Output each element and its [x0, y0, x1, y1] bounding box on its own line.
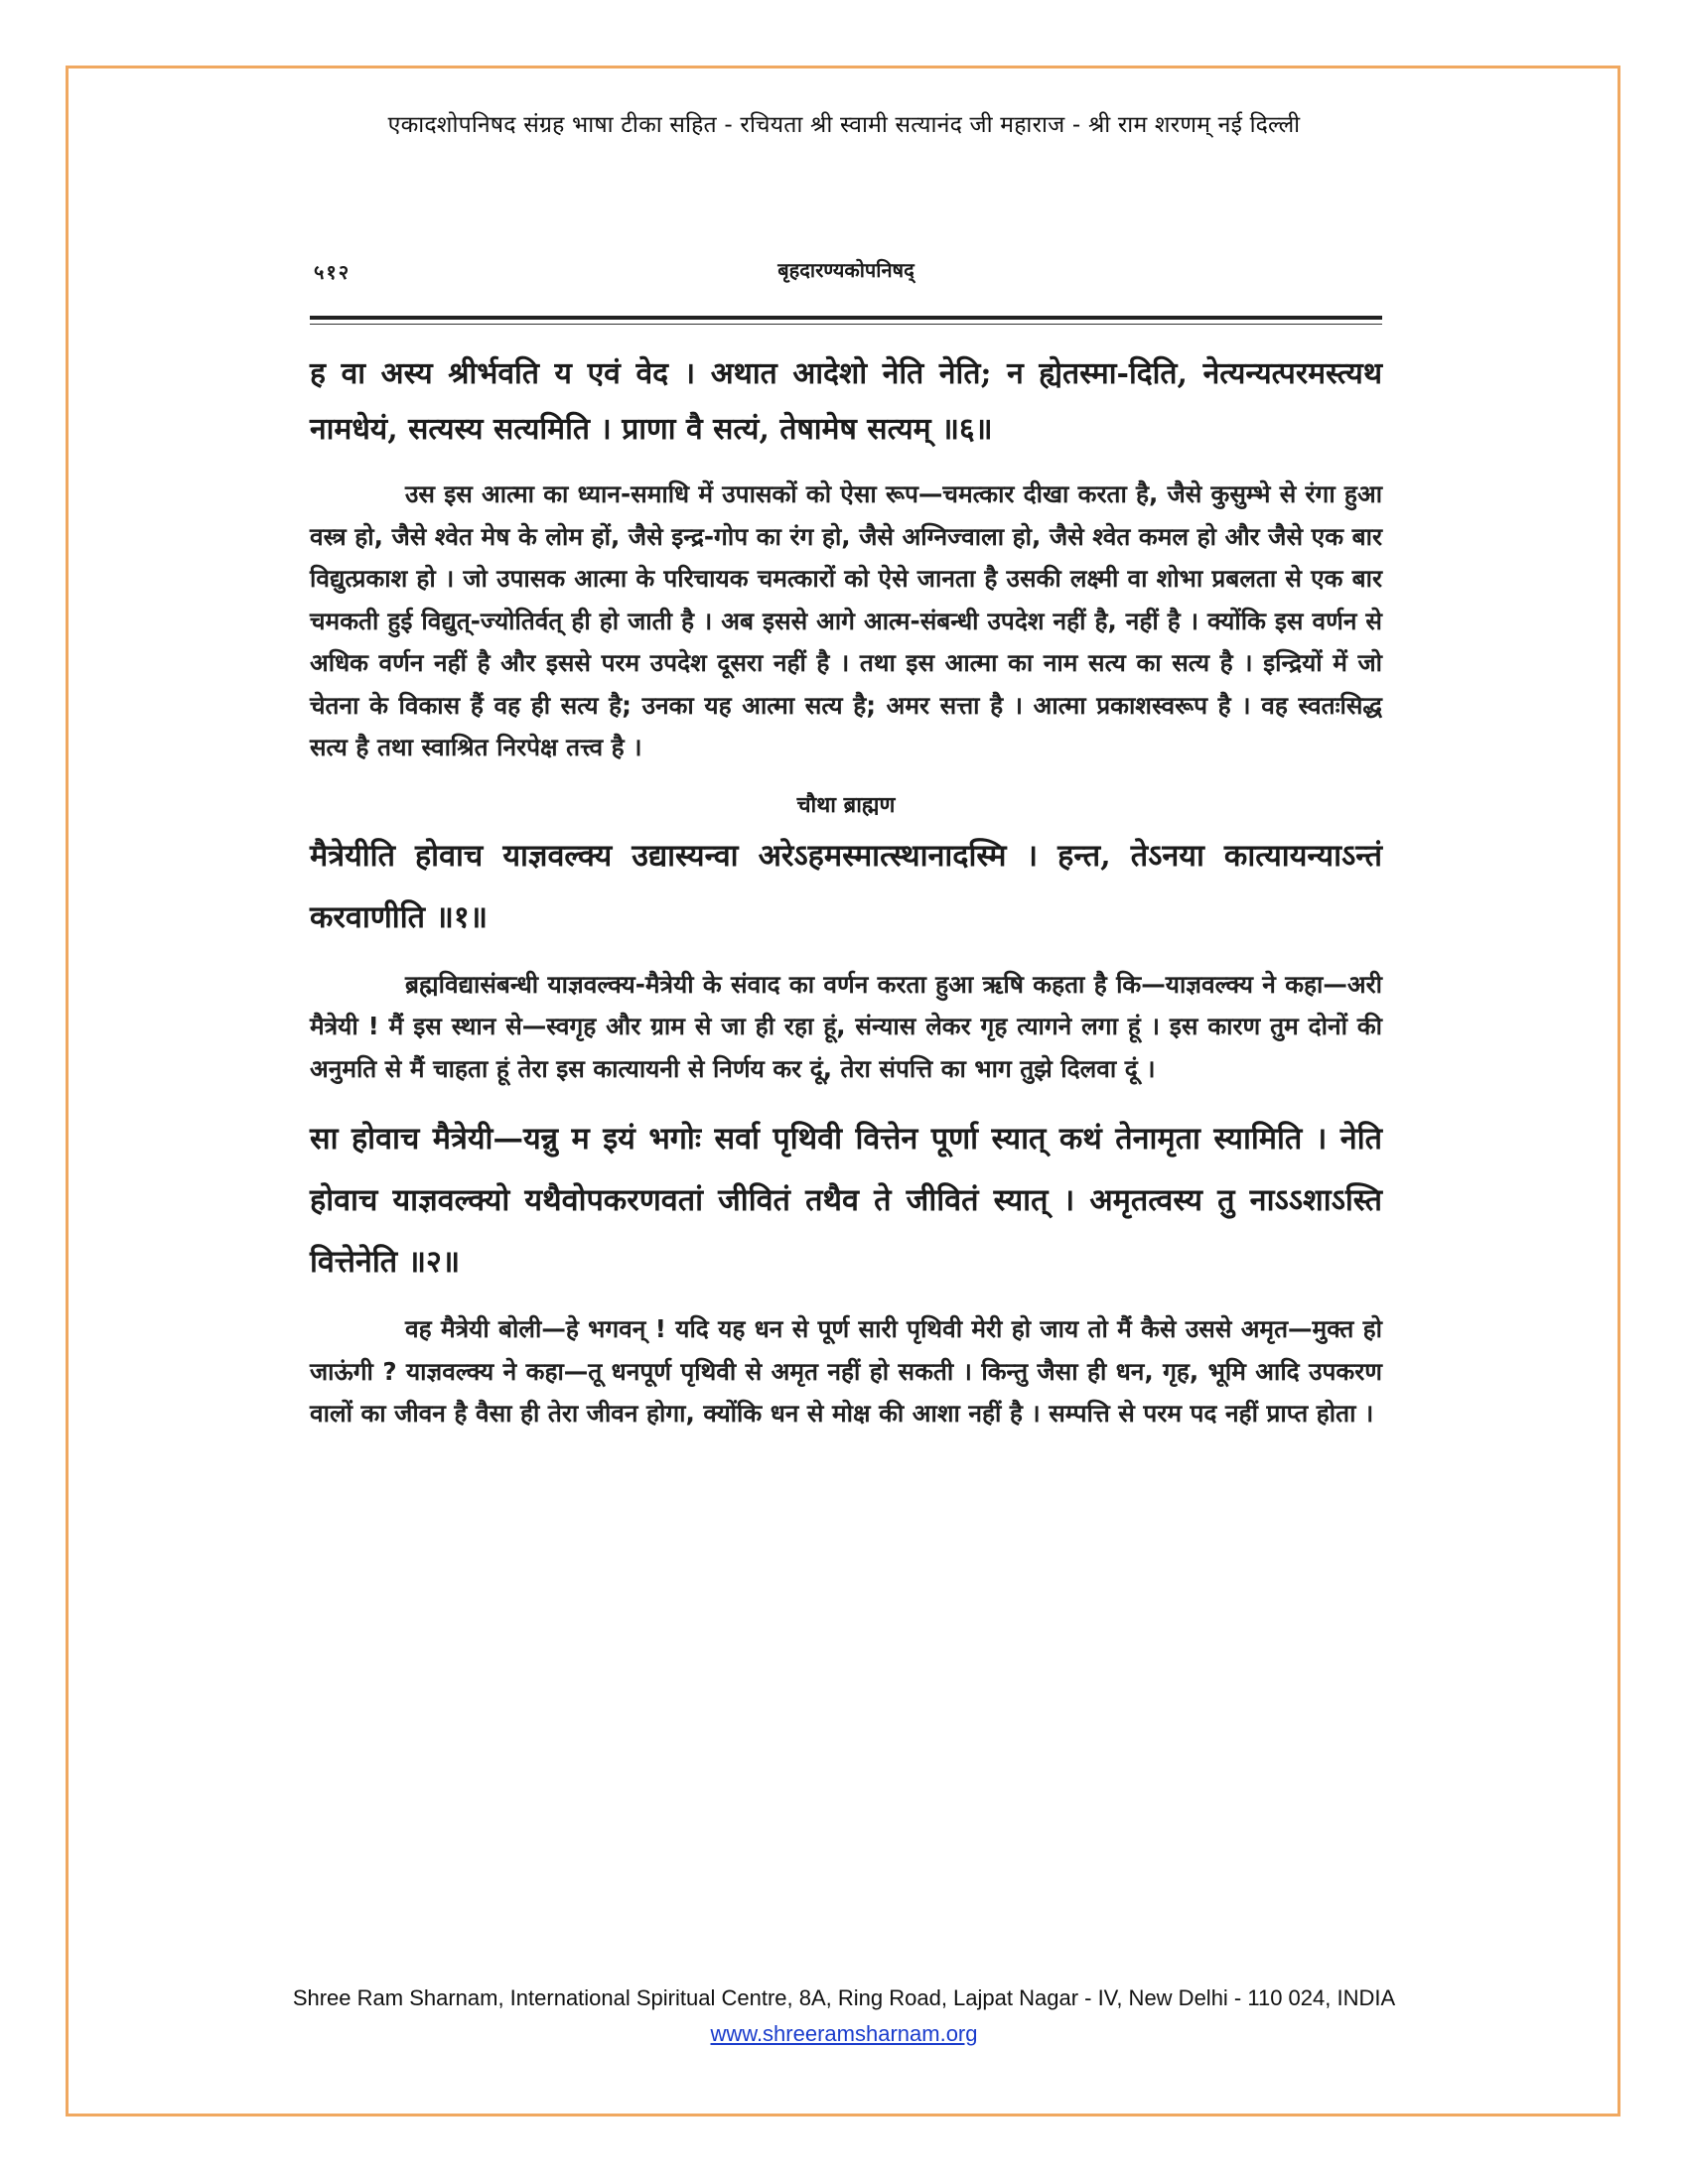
verse-4-1: मैत्रेयीति होवाच याज्ञवल्क्य उद्यास्यन्वा अरेऽहमस्मात्स्थानादस्मि । हन्त, तेऽनया कात्यायन्याऽन्तं करवाणीति ॥१॥ — [310, 837, 1382, 935]
footer-address: Shree Ram Sharnam, International Spiritual Centre, 8A, Ring Road, Lajpat Nagar - IV, New Delhi - 110 024, INDIA — [292, 1985, 1396, 2010]
page-footer — [99, 1985, 1589, 2047]
website-link[interactable]: www.shreeramsharnam.org — [710, 2021, 978, 2046]
section-heading: चौथा ब्राह्मण — [796, 792, 896, 818]
running-head — [310, 250, 1382, 290]
verse-6: ह वा अस्य श्रीर्भवति य एवं वेद । अथात आदेशो नेति नेति; न ह्येतस्मा-दिति, नेत्यन्यत्परमस्त्यथ नामधेयं, सत्यस्य सत्यमिति । प्राणा वै सत्यं, तेषामेष सत्यम् ॥६॥ — [310, 356, 1382, 447]
running-title: बृहदारण्यकोपनिषद् — [777, 258, 914, 282]
commentary-6: उस इस आत्मा का ध्यान-समाधि में उपासकों को ऐसा रूप—चमत्कार दीखा करता है, जैसे कुसुम्भे से रंगा हुआ वस्त्र हो, जैसे श्वेत मेष के लोम हों, जैसे इन्द्र-गोप का रंग हो, जैसे अग्निज्वाला हो, जैसे श्वेत कमल हो और जैसे एक बार विद्युत्प्रकाश हो । जो उपासक आत्मा के परिचायक चमत्कारों को ऐसे जानता है उसकी लक्ष्मी वा शोभा प्रबलता से एक बार चमकती हुई विद्युत्-ज्योतिर्वत् ही हो जाती है । अब इससे आगे आत्म-संबन्धी उपदेश नहीं है, नहीं है । क्योंकि इस वर्णन से अधिक वर्णन नहीं है और इससे परम उपदेश दूसरा नहीं है । तथा इस आत्मा का नाम सत्य का सत्य है । इन्द्रियों में जो चेतना के विकास हैं वह ही सत्य है; उनका यह आत्मा सत्य है; अमर सत्ता है । आत्मा प्रकाशस्वरूप है । वह स्वतःसिद्ध सत्य है तथा स्वाश्रित निरपेक्ष तत्त्व है । — [310, 479, 1382, 761]
commentary-4-1: ब्रह्मविद्यासंबन्धी याज्ञवल्क्य-मैत्रेयी के संवाद का वर्णन करता हुआ ऋषि कहता है कि—याज्ञवल्क्य ने कहा—अरी मैत्रेयी ! मैं इस स्थान से—स्वगृह और ग्राम से जा ही रहा हूं, संन्यास लेकर गृह त्यागने लगा हूं । इस कारण तुम दोनों की अनुमति से मैं चाहता हूं तेरा इस कात्यायनी से निर्णय कर दूं, तेरा संपत्ति का भाग तुझे दिलवा दूं । — [310, 969, 1382, 1083]
scanned-page — [310, 250, 1382, 1958]
page-header: एकादशोपनिषद संग्रह भाषा टीका सहित - रचियता श्री स्वामी सत्यानंद जी महाराज - श्री राम शरणम् नई दिल्ली — [387, 112, 1301, 138]
page-number: ५१२ — [314, 260, 352, 284]
verse-4-2: सा होवाच मैत्रेयी—यन्नु म इयं भगोः सर्वा पृथिवी वित्तेन पूर्णा स्यात् कथं तेनामृता स्यामिति । नेति होवाच याज्ञवल्क्यो यथैवोपकरणवतां जीवितं तथैव ते जीवितं स्यात् । अमृतत्वस्य तु नाऽऽशाऽस्ति वित्तेनेति ॥२॥ — [310, 1121, 1382, 1280]
header-rule-thick — [310, 316, 1382, 320]
commentary-4-2: वह मैत्रेयी बोली—हे भगवन् ! यदि यह धन से पूर्ण सारी पृथिवी मेरी हो जाय तो मैं कैसे उससे अमृत—मुक्त हो जाऊंगी ? याज्ञवल्क्य ने कहा—तू धनपूर्ण पृथिवी से अमृत नहीं हो सकती । किन्तु जैसा ही धन, गृह, भूमि आदि उपकरण वालों का जीवन है वैसा ही तेरा जीवन होगा, क्योंकि धन से मोक्ष की आशा नहीं है । सम्पत्ति से परम पद नहीं प्राप्त होता । — [310, 1314, 1382, 1428]
